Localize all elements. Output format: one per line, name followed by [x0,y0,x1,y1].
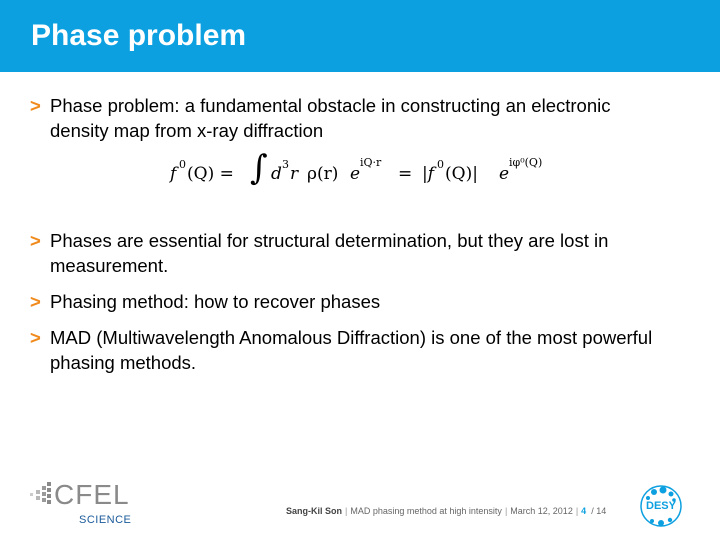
footer-date: March 12, 2012 [510,506,573,516]
footer-separator: | [575,506,579,516]
slide-title: Phase problem [31,19,247,52]
desy-logo [634,484,688,528]
bullet-text: Phase problem: a fundamental obstacle in constructing an electronic density map from x-ray diffraction [50,95,611,141]
bullet-marker: > [30,230,41,251]
bullet-4 [30,325,670,375]
formula-e2-sup: iφ⁰(Q) [509,156,543,169]
bullet-1 [30,93,670,143]
title-bar [0,0,720,72]
formula-e1: e [350,164,361,184]
formula-f: f [170,164,177,184]
formula-d: d [271,164,282,184]
formula-e2: e [499,164,510,184]
formula-abs: |f [422,164,435,184]
formula-abs-sup: 0 [437,158,444,171]
formula-rho: ρ(r) [307,164,339,184]
formula-f-sup: 0 [179,158,186,171]
slide-footer [286,506,606,516]
footer-separator: | [504,506,508,516]
footer-author: Sang-Kil Son [286,506,342,516]
formula-lhs-arg: (Q) = [187,164,234,184]
bullet-2 [30,228,670,278]
footer-talk-title: MAD phasing method at high intensity [350,506,502,516]
bullet-marker: > [30,95,41,116]
phase-formula [170,146,570,200]
bullet-text: MAD (Multiwavelength Anomalous Diffraction) is one of the most powerful phasing methods. [50,327,653,373]
formula-abs-arg: (Q)| [445,164,478,184]
formula-d-sup: 3 [282,158,289,171]
footer-page-number: 4 [581,506,587,516]
cfel-science-label: SCIENCE [79,514,132,526]
bullet-text: Phases are essential for structural determination, but they are lost in measurement. [50,230,609,276]
bullet-3 [30,289,670,314]
formula-eq: = [398,164,413,184]
formula-r: r [290,164,299,184]
desy-wordmark: DESY [646,500,676,512]
formula-integral: ∫ [250,148,268,188]
footer-page-total: / 14 [591,506,607,516]
formula-e1-sup: iQ·r [360,156,382,169]
cfel-wordmark: CFEL [54,479,130,510]
bullet-marker: > [30,291,41,312]
cfel-science-logo [30,478,140,530]
footer-separator: | [345,506,348,516]
bullet-text: Phasing method: how to recover phases [50,291,381,312]
bullet-marker: > [30,327,41,348]
